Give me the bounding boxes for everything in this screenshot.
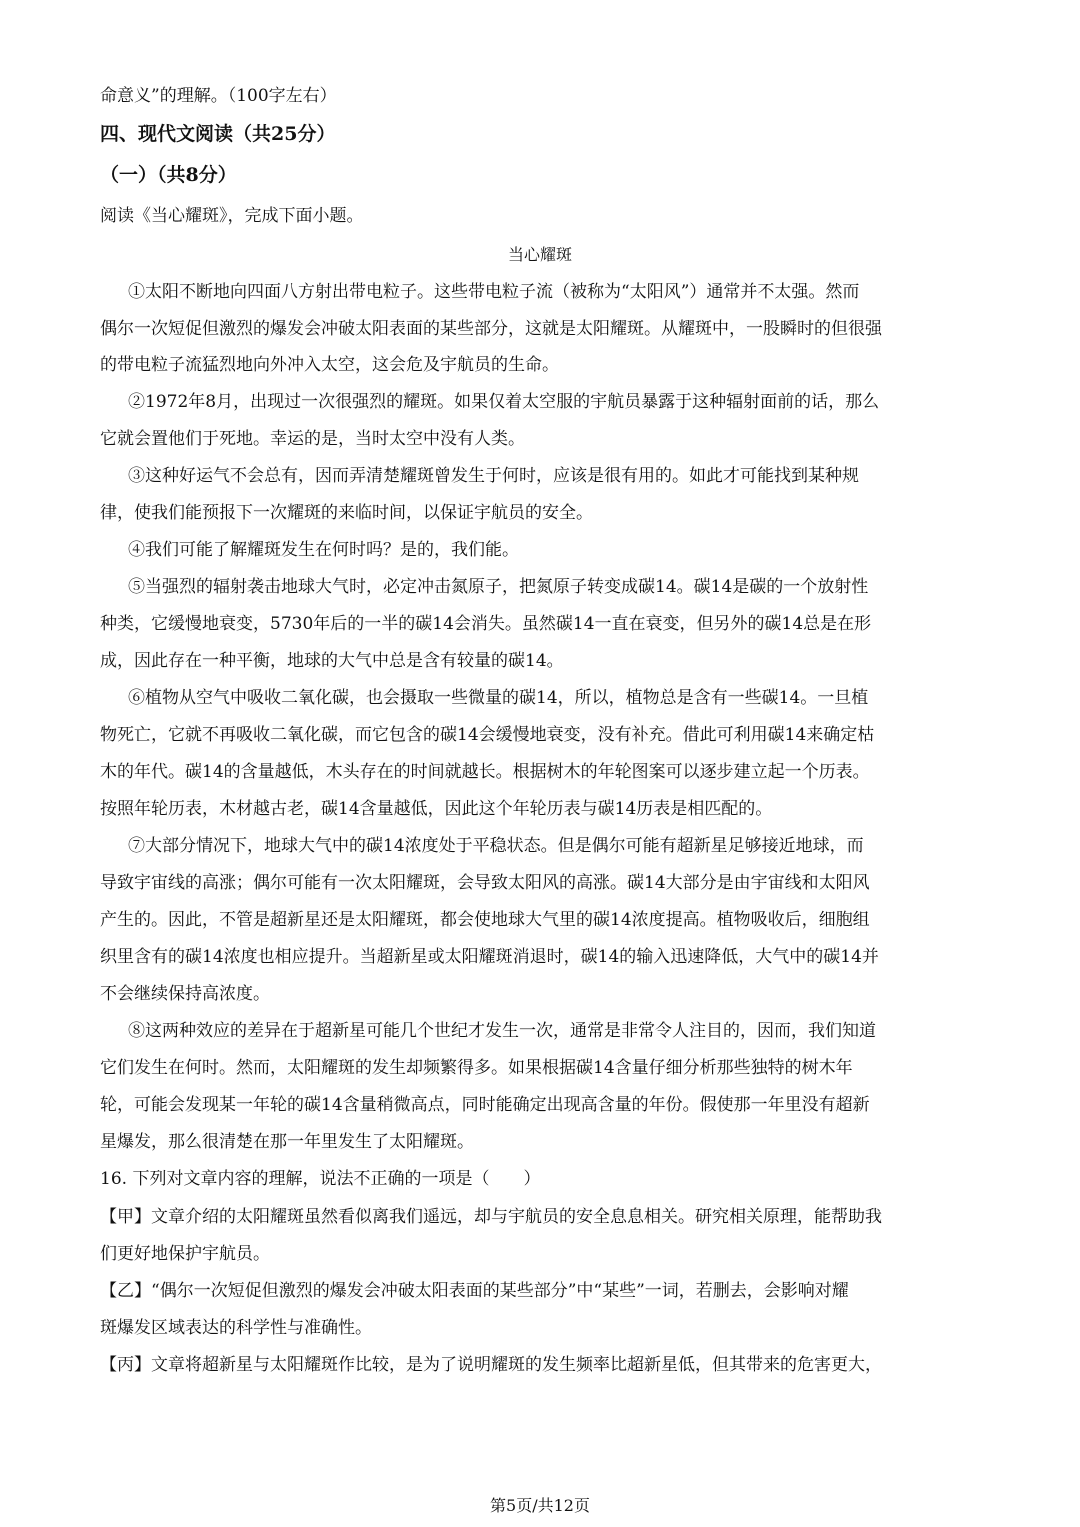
article-line: 木的年代。碳14的含量越低，木头存在的时间就越长。根据树木的年轮图案可以逐步建立起一个历表。 — [100, 762, 870, 782]
article-line: ⑧这两种效应的差异在于超新星可能几个世纪才发生一次，通常是非常令人注目的，因而，我们知道 — [128, 1021, 876, 1041]
option-line: 们更好地保护宇航员。 — [100, 1244, 270, 1264]
article-line: 种类，它缓慢地衰变，5730年后的一半的碳14会消失。虽然碳14一直在衰变，但另外的碳14总是在形 — [100, 614, 872, 634]
article-line: 它们发生在何时。然而，太阳耀斑的发生却频繁得多。如果根据碳14含量仔细分析那些独特的树木年 — [100, 1058, 853, 1078]
article-line: 按照年轮历表，木材越古老，碳14含量越低，因此这个年轮历表与碳14历表是相匹配的。 — [100, 799, 773, 819]
article-line: ③这种好运气不会总有，因而弄清楚耀斑曾发生于何时，应该是很有用的。如此才可能找到某种规 — [128, 466, 859, 486]
reading-instruction: 阅读《当心耀斑》，完成下面小题。 — [100, 206, 364, 226]
continued-question-line: 命意义”的理解。（100字左右） — [100, 86, 337, 106]
subsection-title: （一）（共8分） — [100, 164, 237, 186]
article-line: ⑦大部分情况下，地球大气中的碳14浓度处于平稳状态。但是偶尔可能有超新星足够接近地球，而 — [128, 836, 864, 856]
article-line: ①太阳不断地向四面八方射出带电粒子。这些带电粒子流（被称为“太阳风”）通常并不太强。然而 — [128, 282, 860, 302]
section-title: 四、现代文阅读（共25分） — [100, 123, 336, 145]
article-line: ④我们可能了解耀斑发生在何时吗？是的，我们能。 — [128, 540, 519, 560]
article-line: 星爆发，那么很清楚在那一年里发生了太阳耀斑。 — [100, 1132, 474, 1152]
article-line: 轮，可能会发现某一年轮的碳14含量稍微高点，同时能确定出现高含量的年份。假使那一年里没有超新 — [100, 1095, 870, 1115]
option-line: 【丙】文章将超新星与太阳耀斑作比较，是为了说明耀斑的发生频率比超新星低，但其带来的危害更大， — [100, 1355, 882, 1375]
article-line: 它就会置他们于死地。幸运的是，当时太空中没有人类。 — [100, 429, 525, 449]
article-line: 导致宇宙线的高涨；偶尔可能有一次太阳耀斑，会导致太阳风的高涨。碳14大部分是由宇宙线和太阳风 — [100, 873, 870, 893]
option-line: 斑爆发区域表达的科学性与准确性。 — [100, 1318, 372, 1338]
option-line: 【甲】文章介绍的太阳耀斑虽然看似离我们遥远，却与宇航员的安全息息相关。研究相关原理，能帮助我 — [100, 1207, 882, 1227]
article-line: ②1972年8月，出现过一次很强烈的耀斑。如果仅着太空服的宇航员暴露于这种辐射面前的话，那么 — [128, 392, 880, 412]
article-line: 不会继续保持高浓度。 — [100, 984, 270, 1004]
article-line: 的带电粒子流猛烈地向外冲入太空，这会危及宇航员的生命。 — [100, 355, 559, 375]
article-line: 律，使我们能预报下一次耀斑的来临时间，以保证宇航员的安全。 — [100, 503, 593, 523]
article-line: 成，因此存在一种平衡，地球的大气中总是含有较量的碳14。 — [100, 651, 564, 671]
article-title: 当心耀斑 — [507, 245, 572, 264]
article-line: 物死亡，它就不再吸收二氧化碳，而它包含的碳14会缓慢地衰变，没有补充。借此可利用碳14来确定枯 — [100, 725, 875, 745]
article-line: 偶尔一次短促但激烈的爆发会冲破太阳表面的某些部分，这就是太阳耀斑。从耀斑中，一股瞬时的但很强 — [100, 319, 882, 339]
article-line: 产生的。因此，不管是超新星还是太阳耀斑，都会使地球大气里的碳14浓度提高。植物吸收后，细胞组 — [100, 910, 870, 930]
article-line: ⑥植物从空气中吸收二氧化碳，也会摄取一些微量的碳14，所以，植物总是含有一些碳14。一旦植 — [128, 688, 869, 708]
article-line: 织里含有的碳14浓度也相应提升。当超新星或太阳耀斑消退时，碳14的输入迅速降低，大气中的碳14并 — [100, 947, 879, 967]
page-number: 第5页/共12页 — [490, 1496, 590, 1515]
question-stem: 16. 下列对文章内容的理解，说法不正确的一项是（ ） — [100, 1169, 541, 1189]
article-line: ⑤当强烈的辐射袭击地球大气时，必定冲击氮原子，把氮原子转变成碳14。碳14是碳的一个放射性 — [128, 577, 869, 597]
option-line: 【乙】“偶尔一次短促但激烈的爆发会冲破太阳表面的某些部分”中“某些”一词，若删去，会影响对耀 — [100, 1281, 849, 1301]
